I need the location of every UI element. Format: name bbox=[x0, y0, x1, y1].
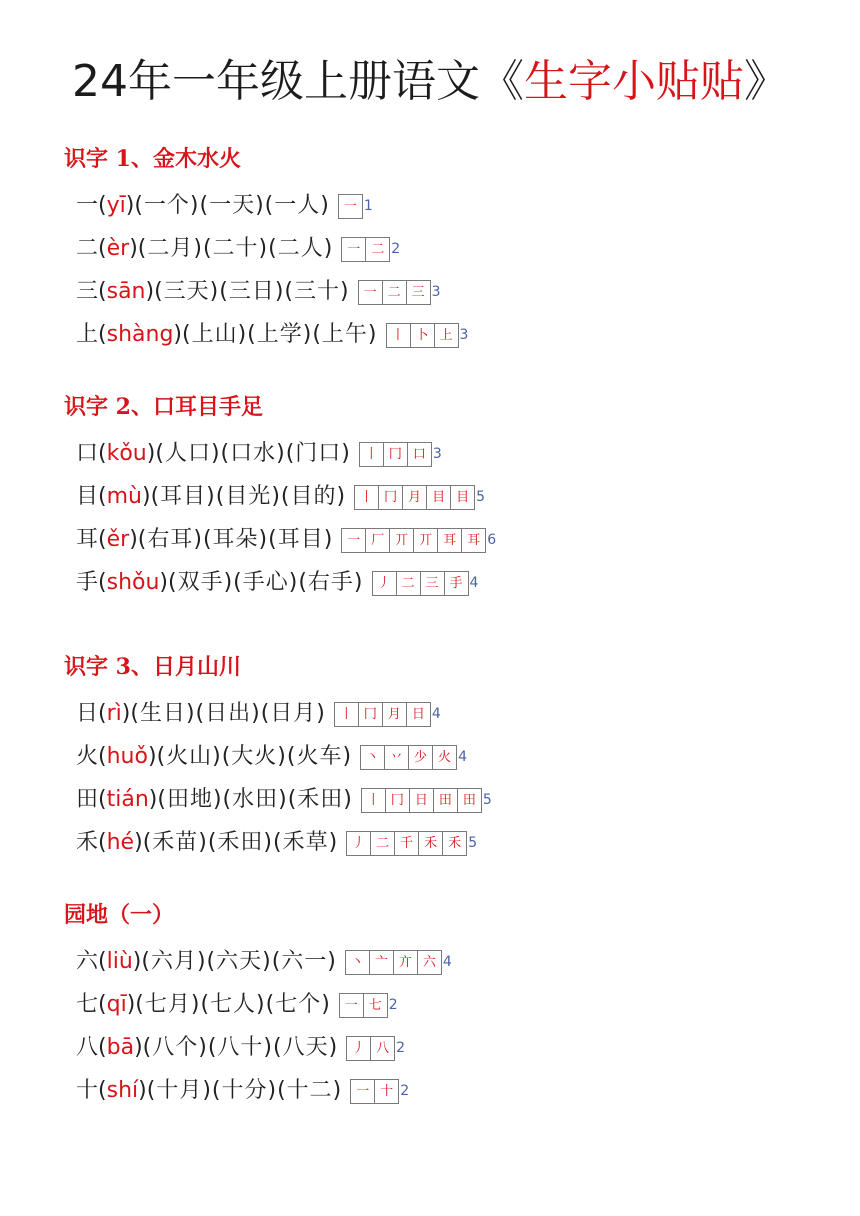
paren-close: ) bbox=[145, 279, 155, 304]
stroke-cell: 八 bbox=[370, 1036, 395, 1061]
stroke-cell: 亠 bbox=[369, 950, 394, 975]
entry-character: 日 bbox=[76, 701, 99, 726]
stroke-cell: 丿 bbox=[346, 1036, 371, 1061]
stroke-cell: 一 bbox=[341, 237, 366, 262]
stroke-cell: 丨 bbox=[386, 323, 411, 348]
character-entry bbox=[76, 317, 468, 353]
stroke-cell: 火 bbox=[432, 745, 457, 770]
paren-open: ( bbox=[98, 1035, 107, 1060]
entry-words: (人口)(口水)(门口) bbox=[155, 441, 351, 466]
entry-pinyin: shàng bbox=[106, 322, 174, 347]
stroke-count: 4 bbox=[458, 748, 467, 765]
entry-character: 火 bbox=[76, 744, 99, 769]
stroke-cell: 月 bbox=[402, 485, 427, 510]
stroke-cell: 二 bbox=[365, 237, 390, 262]
entry-character: 手 bbox=[76, 570, 99, 595]
section-title: 园地（一） bbox=[64, 902, 175, 928]
paren-close: ) bbox=[129, 236, 138, 261]
stroke-count: 2 bbox=[396, 1039, 406, 1056]
paren-open: ( bbox=[98, 949, 107, 974]
stroke-order-grid bbox=[334, 702, 441, 727]
paren-open: ( bbox=[98, 527, 107, 552]
character-entry bbox=[76, 696, 441, 732]
stroke-cell: 禾 bbox=[442, 831, 467, 856]
character-entry bbox=[76, 565, 478, 601]
character-entry bbox=[76, 274, 441, 310]
entry-words: (双手)(手心)(右手) bbox=[168, 570, 364, 595]
lesson-section bbox=[64, 900, 452, 1103]
stroke-cell: 六 bbox=[417, 950, 442, 975]
entry-words: (一个)(一天)(一人) bbox=[134, 193, 330, 218]
paren-close: ) bbox=[138, 1078, 147, 1103]
entry-character: 六 bbox=[76, 949, 99, 974]
stroke-count: 2 bbox=[388, 996, 398, 1013]
stroke-cell: 二 bbox=[370, 831, 395, 856]
stroke-order-grid bbox=[341, 237, 400, 262]
entry-pinyin: sān bbox=[106, 279, 146, 304]
entry-character: 禾 bbox=[76, 830, 99, 855]
paren-open: ( bbox=[98, 992, 107, 1017]
entry-character: 口 bbox=[76, 441, 99, 466]
stroke-cell: 手 bbox=[444, 571, 469, 596]
character-entry bbox=[76, 231, 400, 267]
stroke-count: 1 bbox=[363, 197, 373, 214]
entry-pinyin: hé bbox=[106, 830, 135, 855]
entry-character: 二 bbox=[76, 236, 99, 261]
entry-words: (八个)(八十)(八天) bbox=[142, 1035, 339, 1060]
stroke-cell: 耳 bbox=[461, 528, 486, 553]
stroke-order-grid bbox=[339, 993, 398, 1018]
character-entry bbox=[76, 522, 496, 558]
stroke-cell: 厂 bbox=[365, 528, 390, 553]
entry-character: 十 bbox=[76, 1078, 99, 1103]
stroke-count: 4 bbox=[442, 953, 452, 970]
stroke-order-grid bbox=[360, 745, 467, 770]
stroke-cell: 月 bbox=[382, 702, 407, 727]
character-entry bbox=[76, 479, 485, 515]
paren-close: ) bbox=[132, 949, 142, 974]
stroke-cell: 目 bbox=[450, 485, 475, 510]
stroke-order-grid bbox=[341, 528, 496, 553]
entry-pinyin: èr bbox=[106, 236, 130, 261]
paren-close: ) bbox=[147, 744, 157, 769]
entry-words: (二月)(二十)(二人) bbox=[137, 236, 334, 261]
paren-close: ) bbox=[125, 193, 135, 218]
stroke-cell: 上 bbox=[434, 323, 459, 348]
stroke-cell: 三 bbox=[420, 571, 445, 596]
entry-words: (田地)(水田)(禾田) bbox=[157, 787, 353, 812]
stroke-cell: 目 bbox=[426, 485, 451, 510]
stroke-cell: 一 bbox=[341, 528, 366, 553]
character-entry bbox=[76, 987, 398, 1023]
entry-pinyin: mù bbox=[106, 484, 142, 509]
stroke-cell: 口 bbox=[407, 442, 432, 467]
entry-words: (生日)(日出)(日月) bbox=[130, 701, 326, 726]
entry-words: (上山)(上学)(上午) bbox=[182, 322, 378, 347]
entry-words: (十月)(十分)(十二) bbox=[146, 1078, 343, 1103]
stroke-cell: 二 bbox=[382, 280, 407, 305]
stroke-count: 4 bbox=[431, 705, 441, 722]
stroke-cell: 卜 bbox=[410, 323, 435, 348]
stroke-cell: 丨 bbox=[334, 702, 359, 727]
paren-close: ) bbox=[173, 322, 182, 347]
paren-close: ) bbox=[129, 527, 138, 552]
entry-character: 八 bbox=[76, 1035, 99, 1060]
entry-character: 三 bbox=[76, 279, 99, 304]
character-entry bbox=[76, 825, 477, 861]
entry-character: 上 bbox=[76, 322, 99, 347]
title-suffix: 》 bbox=[744, 56, 788, 107]
entry-words: (三天)(三日)(三十) bbox=[154, 279, 350, 304]
paren-open: ( bbox=[98, 570, 107, 595]
entry-pinyin: rì bbox=[106, 701, 122, 726]
stroke-cell: 日 bbox=[406, 702, 431, 727]
stroke-cell: 冂 bbox=[378, 485, 403, 510]
stroke-cell: 丷 bbox=[384, 745, 409, 770]
section-title: 识字 1、金木水火 bbox=[64, 146, 241, 172]
stroke-count: 3 bbox=[459, 326, 469, 343]
stroke-count: 2 bbox=[400, 1082, 410, 1099]
entry-words: (六月)(六天)(六一) bbox=[141, 949, 337, 974]
stroke-cell: 冂 bbox=[385, 788, 410, 813]
character-entry bbox=[76, 1073, 409, 1109]
paren-open: ( bbox=[98, 279, 107, 304]
stroke-cell: 丨 bbox=[359, 442, 384, 467]
stroke-cell: 一 bbox=[338, 194, 363, 219]
entry-character: 七 bbox=[76, 992, 99, 1017]
paren-open: ( bbox=[98, 830, 107, 855]
stroke-cell: 丌 bbox=[413, 528, 438, 553]
entry-pinyin: shǒu bbox=[106, 570, 160, 595]
entry-words: (禾苗)(禾田)(禾草) bbox=[142, 830, 339, 855]
stroke-cell: 十 bbox=[374, 1079, 399, 1104]
stroke-cell: 一 bbox=[339, 993, 364, 1018]
entry-pinyin: ěr bbox=[106, 527, 130, 552]
stroke-order-grid bbox=[358, 280, 441, 305]
stroke-count: 3 bbox=[432, 445, 442, 462]
stroke-order-grid bbox=[350, 1079, 409, 1104]
section-title: 识字 2、口耳目手足 bbox=[64, 394, 263, 420]
stroke-count: 2 bbox=[391, 240, 401, 257]
entry-words: (七月)(七人)(七个) bbox=[135, 992, 331, 1017]
entry-pinyin: bā bbox=[106, 1035, 135, 1060]
stroke-cell: 二 bbox=[396, 571, 421, 596]
entry-pinyin: yī bbox=[106, 193, 126, 218]
paren-close: ) bbox=[148, 787, 158, 812]
stroke-cell: 一 bbox=[358, 280, 383, 305]
entry-pinyin: kǒu bbox=[106, 441, 147, 466]
character-entry bbox=[76, 739, 467, 775]
entry-pinyin: tián bbox=[106, 787, 149, 812]
stroke-cell: 田 bbox=[433, 788, 458, 813]
entry-character: 一 bbox=[76, 193, 99, 218]
stroke-cell: 耳 bbox=[437, 528, 462, 553]
stroke-cell: 丨 bbox=[354, 485, 379, 510]
stroke-cell: 少 bbox=[408, 745, 433, 770]
paren-open: ( bbox=[98, 701, 107, 726]
title-highlight: 生字小贴贴 bbox=[524, 56, 744, 107]
stroke-cell: 丶 bbox=[360, 745, 385, 770]
paren-open: ( bbox=[98, 322, 107, 347]
entry-pinyin: huǒ bbox=[106, 744, 148, 769]
stroke-cell: 田 bbox=[457, 788, 482, 813]
section-title: 识字 3、日月山川 bbox=[64, 654, 241, 680]
entry-character: 目 bbox=[76, 484, 99, 509]
paren-open: ( bbox=[98, 441, 107, 466]
stroke-order-grid bbox=[346, 831, 477, 856]
stroke-cell: 丿 bbox=[346, 831, 371, 856]
stroke-cell: 丶 bbox=[345, 950, 370, 975]
stroke-order-grid bbox=[346, 1036, 405, 1061]
paren-open: ( bbox=[98, 484, 107, 509]
entry-pinyin: shí bbox=[106, 1078, 139, 1103]
entry-words: (耳目)(目光)(目的) bbox=[150, 484, 347, 509]
paren-close: ) bbox=[126, 992, 136, 1017]
paren-close: ) bbox=[121, 701, 131, 726]
stroke-cell: 禾 bbox=[418, 831, 443, 856]
lesson-section bbox=[64, 144, 469, 347]
stroke-cell: 冂 bbox=[358, 702, 383, 727]
paren-close: ) bbox=[159, 570, 169, 595]
stroke-count: 4 bbox=[469, 574, 479, 591]
entry-character: 耳 bbox=[76, 527, 99, 552]
entry-pinyin: liù bbox=[106, 949, 133, 974]
paren-close: ) bbox=[134, 1035, 143, 1060]
stroke-count: 5 bbox=[476, 488, 485, 505]
title-prefix: 24年一年级上册语文《 bbox=[72, 56, 524, 107]
stroke-order-grid bbox=[386, 323, 469, 348]
stroke-order-grid bbox=[359, 442, 442, 467]
character-entry bbox=[76, 782, 492, 818]
stroke-count: 5 bbox=[468, 834, 478, 851]
stroke-cell: 日 bbox=[409, 788, 434, 813]
paren-open: ( bbox=[98, 787, 107, 812]
paren-open: ( bbox=[98, 1078, 107, 1103]
character-entry bbox=[76, 1030, 405, 1066]
entry-character: 田 bbox=[76, 787, 99, 812]
entry-words: (火山)(大火)(火车) bbox=[156, 744, 353, 769]
stroke-order-grid bbox=[338, 194, 373, 219]
paren-close: ) bbox=[141, 484, 151, 509]
stroke-cell: 丌 bbox=[389, 528, 414, 553]
stroke-cell: 一 bbox=[350, 1079, 375, 1104]
stroke-count: 5 bbox=[482, 791, 492, 808]
character-entry bbox=[76, 944, 452, 980]
paren-open: ( bbox=[98, 193, 107, 218]
stroke-cell: 亣 bbox=[393, 950, 418, 975]
character-entry bbox=[76, 188, 373, 224]
entry-pinyin: qī bbox=[106, 992, 127, 1017]
stroke-order-grid bbox=[361, 788, 492, 813]
paren-open: ( bbox=[98, 744, 107, 769]
stroke-cell: 丨 bbox=[361, 788, 386, 813]
stroke-order-grid bbox=[345, 950, 452, 975]
stroke-cell: 七 bbox=[363, 993, 388, 1018]
stroke-cell: 丿 bbox=[372, 571, 397, 596]
lesson-section bbox=[64, 392, 497, 595]
lesson-section bbox=[64, 652, 492, 855]
paren-open: ( bbox=[98, 236, 107, 261]
stroke-cell: 千 bbox=[394, 831, 419, 856]
stroke-count: 6 bbox=[487, 531, 497, 548]
stroke-count: 3 bbox=[431, 283, 441, 300]
stroke-order-grid bbox=[372, 571, 479, 596]
stroke-cell: 冂 bbox=[383, 442, 408, 467]
stroke-cell: 三 bbox=[406, 280, 431, 305]
entry-words: (右耳)(耳朵)(耳目) bbox=[137, 527, 334, 552]
paren-close: ) bbox=[146, 441, 156, 466]
stroke-order-grid bbox=[354, 485, 485, 510]
paren-close: ) bbox=[134, 830, 143, 855]
page-title bbox=[0, 52, 860, 112]
character-entry bbox=[76, 436, 442, 472]
